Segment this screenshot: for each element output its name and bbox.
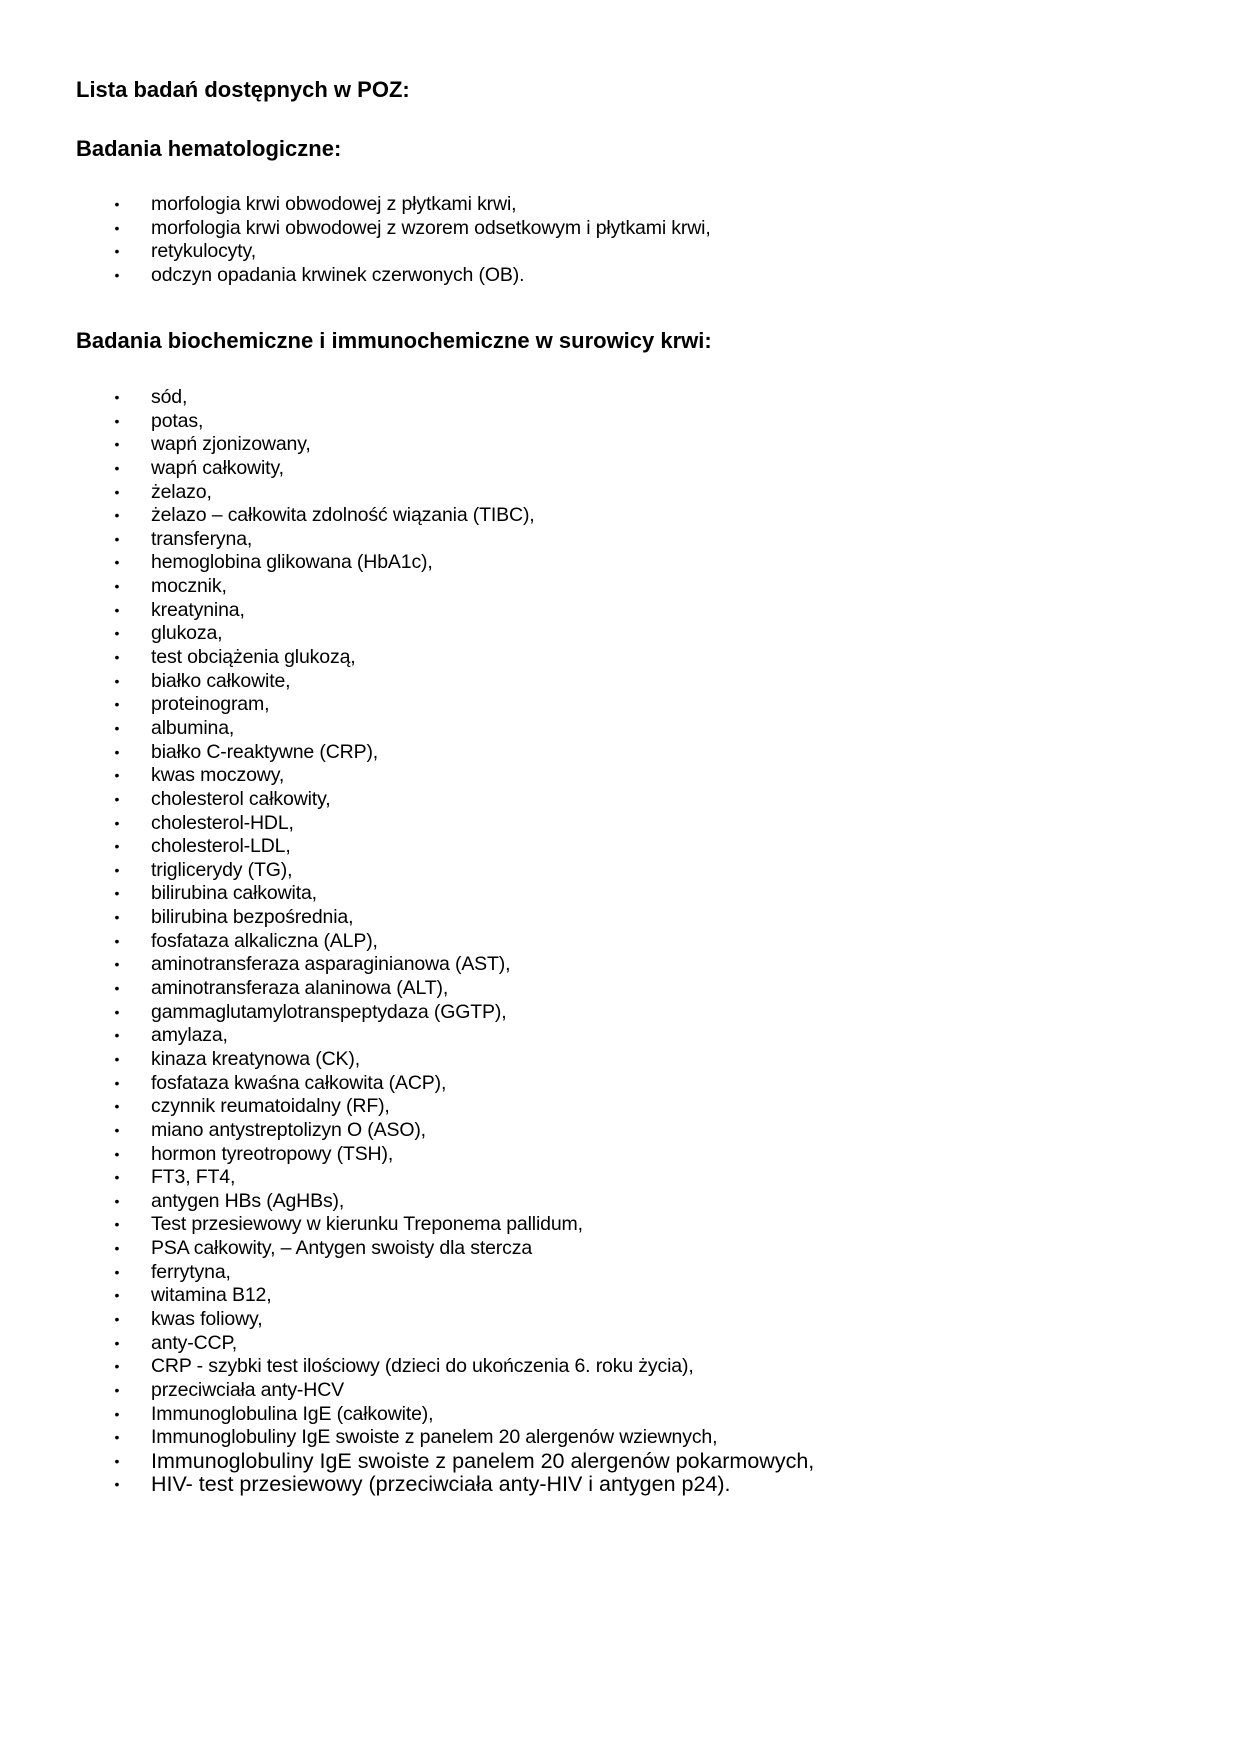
bullet-icon: • xyxy=(114,578,120,595)
section-heading-hematology: Badania hematologiczne: xyxy=(76,136,342,161)
bullet-icon: • xyxy=(114,649,120,666)
bullet-icon: • xyxy=(114,196,120,212)
list-item-text: transferyna, xyxy=(151,527,253,550)
list-item-text: fosfataza kwaśna całkowita (ACP), xyxy=(151,1071,447,1094)
bullet-icon: • xyxy=(114,1216,120,1233)
list-item-text: glukoza, xyxy=(151,622,223,645)
list-item-text: CRP - szybki test ilościowy (dzieci do ukończenia 6. roku życia), xyxy=(151,1355,694,1378)
list-item-text: PSA całkowity, – Antygen swoisty dla stercza xyxy=(151,1237,533,1260)
bullet-icon: • xyxy=(114,219,120,236)
bullet-icon: • xyxy=(114,1381,120,1398)
list-item-text: amylaza, xyxy=(151,1024,228,1047)
list-item-text: cholesterol-LDL, xyxy=(151,835,291,858)
list-item-text: fosfataza alkaliczna (ALP), xyxy=(151,929,378,952)
list-item-text: czynnik reumatoidalny (RF), xyxy=(151,1095,390,1118)
list-item-text: albumina, xyxy=(151,716,235,739)
section-heading-biochemistry: Badania biochemiczne i immunochemiczne w surowicy krwi: xyxy=(76,328,712,353)
bullet-icon: • xyxy=(114,554,120,571)
list-item-text: odczyn opadania krwinek czerwonych (OB). xyxy=(151,263,525,286)
list-item-text: sód, xyxy=(151,386,188,408)
list-item-text: Immunoglobuliny IgE swoiste z panelem 20 alergenów wziewnych, xyxy=(151,1426,718,1449)
bullet-icon: • xyxy=(114,980,120,997)
bullet-icon: • xyxy=(114,1334,120,1351)
bullet-icon: • xyxy=(114,861,120,878)
list-item-text: cholesterol całkowity, xyxy=(151,787,331,810)
bullet-icon: • xyxy=(114,1240,120,1257)
list-item-text: Immunoglobuliny IgE swoiste z panelem 20 alergenów pokarmowych, xyxy=(151,1448,815,1473)
bullet-icon: • xyxy=(114,1121,120,1138)
bullet-icon: • xyxy=(114,601,120,618)
list-item-text: ferrytyna, xyxy=(151,1260,231,1283)
list-item-text: proteinogram, xyxy=(151,693,270,716)
list-item-text: aminotransferaza asparaginianowa (AST), xyxy=(151,953,511,976)
list-item-text: test obciążenia glukozą, xyxy=(151,646,356,669)
bullet-icon: • xyxy=(114,1192,120,1209)
bullet-icon: • xyxy=(114,672,120,689)
bullet-icon: • xyxy=(114,767,120,784)
bullet-icon: • xyxy=(114,436,120,453)
bullet-icon: • xyxy=(114,1476,120,1493)
bullet-icon: • xyxy=(114,838,120,855)
list-item-text: Immunoglobulina IgE (całkowite), xyxy=(151,1402,434,1425)
bullet-icon: • xyxy=(114,243,120,260)
list-item-text: wapń zjonizowany, xyxy=(151,433,311,456)
bullet-icon: • xyxy=(114,1405,120,1422)
bullet-icon: • xyxy=(114,932,120,949)
list-item-text: bilirubina bezpośrednia, xyxy=(151,906,354,929)
list-item-text: Test przesiewowy w kierunku Treponema pallidum, xyxy=(151,1213,583,1236)
bullet-icon: • xyxy=(114,459,120,476)
list-item-text: kreatynina, xyxy=(151,598,245,621)
list-item-text: witamina B12, xyxy=(151,1284,272,1307)
bullet-icon: • xyxy=(114,1027,120,1044)
list-item-text: białko C-reaktywne (CRP), xyxy=(151,740,379,763)
bullet-icon: • xyxy=(114,743,120,760)
list-item-text: kwas foliowy, xyxy=(151,1307,263,1330)
bullet-icon: • xyxy=(114,1429,120,1446)
list-item-text: kinaza kreatynowa (CK), xyxy=(151,1047,360,1070)
list-item-text: HIV- test przesiewowy (przeciwciała anty-HIV i antygen p24). xyxy=(151,1472,731,1497)
list-item-text: gammaglutamylotranspeptydaza (GGTP), xyxy=(151,1000,507,1023)
list-item-text: hemoglobina glikowana (HbA1c), xyxy=(151,551,433,574)
bullet-icon: • xyxy=(114,885,120,902)
list-item-text: bilirubina całkowita, xyxy=(151,882,317,905)
list-item-text: morfologia krwi obwodowej z wzorem odsetkowym i płytkami krwi, xyxy=(151,216,711,239)
bullet-icon: • xyxy=(114,719,120,736)
list-item-text: żelazo – całkowita zdolność wiązania (TIBC), xyxy=(151,504,535,527)
list-item-text: cholesterol-HDL, xyxy=(151,811,294,834)
list-item-text: triglicerydy (TG), xyxy=(151,858,293,881)
bullet-icon: • xyxy=(114,1452,120,1469)
list-item-text: białko całkowite, xyxy=(151,669,291,692)
bullet-icon: • xyxy=(114,1358,120,1375)
list-item-text: aminotransferaza alaninowa (ALT), xyxy=(151,977,449,1000)
bullet-icon: • xyxy=(114,1145,120,1162)
bullet-icon: • xyxy=(114,1074,120,1091)
list-item-text: antygen HBs (AgHBs), xyxy=(151,1189,345,1212)
list-item-text: żelazo, xyxy=(151,480,212,503)
list-item-text: FT3, FT4, xyxy=(151,1166,236,1189)
bullet-icon: • xyxy=(114,1003,120,1020)
bullet-icon: • xyxy=(114,507,120,524)
list-item-text: hormon tyreotropowy (TSH), xyxy=(151,1142,394,1165)
bullet-icon: • xyxy=(114,956,120,973)
list-item-text: morfologia krwi obwodowej z płytkami krwi, xyxy=(151,193,517,215)
bullet-icon: • xyxy=(114,790,120,807)
bullet-icon: • xyxy=(114,814,120,831)
list-item-text: anty-CCP, xyxy=(151,1331,238,1354)
list-item-text: miano antystreptolizyn O (ASO), xyxy=(151,1118,426,1141)
bullet-icon: • xyxy=(114,1050,120,1067)
bullet-icon: • xyxy=(114,389,120,405)
list-item-text: retykulocyty, xyxy=(151,240,256,263)
bullet-icon: • xyxy=(114,412,120,429)
list-item-text: przeciwciała anty-HCV xyxy=(151,1378,344,1401)
bullet-icon: • xyxy=(114,909,120,926)
bullet-icon: • xyxy=(114,1310,120,1327)
document-title: Lista badań dostępnych w POZ: xyxy=(76,77,410,102)
bullet-icon: • xyxy=(114,1169,120,1186)
bullet-icon: • xyxy=(114,1263,120,1280)
list-item-text: potas, xyxy=(151,409,204,432)
bullet-icon: • xyxy=(114,1287,120,1304)
bullet-icon: • xyxy=(114,530,120,547)
list-item-text: kwas moczowy, xyxy=(151,764,285,787)
bullet-icon: • xyxy=(114,625,120,642)
list-item-text: mocznik, xyxy=(151,575,227,598)
list-item-text: wapń całkowity, xyxy=(151,456,284,479)
bullet-icon: • xyxy=(114,1098,120,1115)
bullet-icon: • xyxy=(114,696,120,713)
bullet-icon: • xyxy=(114,483,120,500)
bullet-icon: • xyxy=(114,266,120,283)
